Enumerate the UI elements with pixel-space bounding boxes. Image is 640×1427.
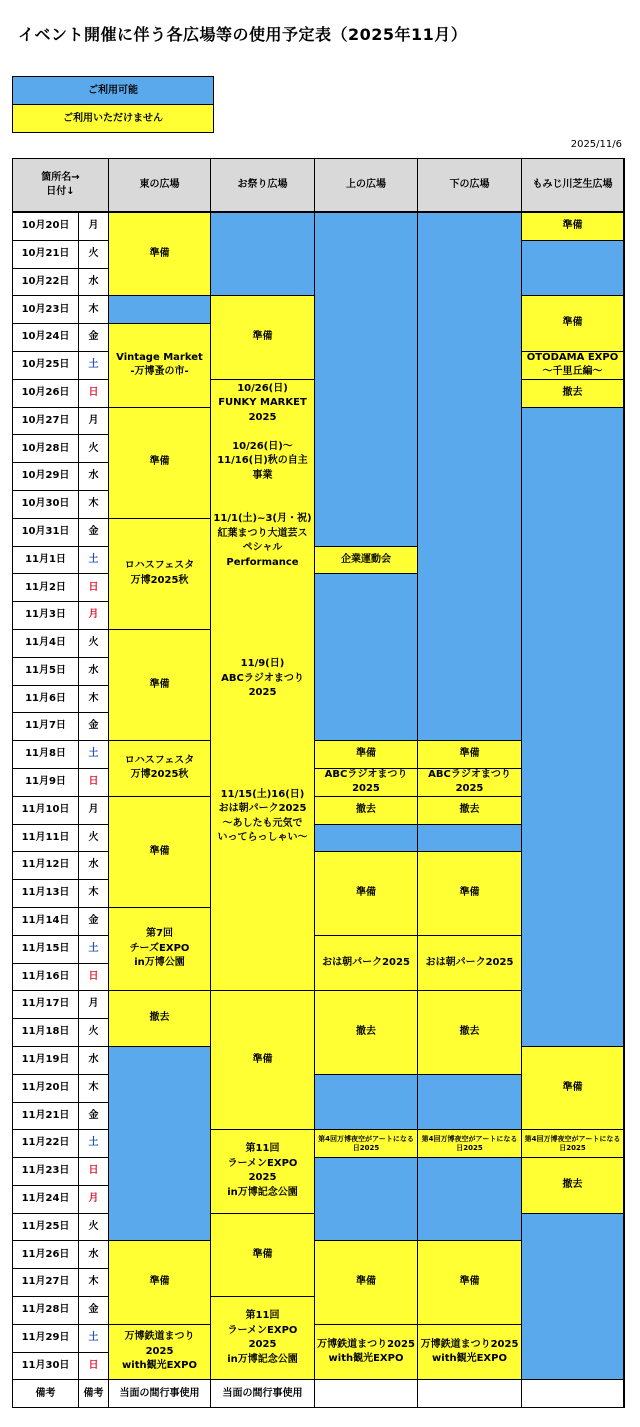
festival-schedule-cell <box>211 1297 315 1380</box>
footer-lower <box>418 1380 522 1408</box>
event-text: ～あしたも元気で <box>222 817 303 829</box>
event-text: 11/9(日) <box>240 658 285 670</box>
weekday-cell: 火 <box>79 241 109 269</box>
event-text: in万博記念公園 <box>227 1186 298 1198</box>
date-cell: 11月18日 <box>13 1019 79 1047</box>
date-cell: 11月20日 <box>13 1075 79 1103</box>
weekday-cell: 日 <box>79 380 109 408</box>
weekday-cell: 日 <box>79 769 109 797</box>
event-text: 万博鉄道まつり2025 <box>317 1338 415 1350</box>
date-cell: 11月16日 <box>13 964 79 992</box>
weekday-cell: 木 <box>79 880 109 908</box>
east-schedule-cell <box>109 213 211 296</box>
festival-schedule-cell <box>211 213 315 296</box>
momiji-schedule-cell <box>522 1047 624 1130</box>
east-schedule-cell <box>109 908 211 991</box>
event-text <box>261 759 264 774</box>
upper-schedule-cell <box>315 1158 418 1241</box>
lower-schedule-cell <box>418 825 522 853</box>
date-cell: 10月24日 <box>13 324 79 352</box>
date-cell: 11月29日 <box>13 1325 79 1353</box>
page-title: イベント開催に伴う各広場等の使用予定表（2025年11月） <box>18 25 468 44</box>
event-text <box>261 599 264 614</box>
date-cell: 11月13日 <box>13 880 79 908</box>
date-cell: 11月21日 <box>13 1103 79 1131</box>
footer-festival: 当面の間行事使用 <box>211 1380 315 1408</box>
schedule-table <box>12 158 625 1408</box>
event-text: おは朝パーク2025 <box>218 803 307 815</box>
date-cell: 11月7日 <box>13 713 79 741</box>
upper-schedule-cell <box>315 991 418 1074</box>
event-text: ABCラジオまつり <box>324 768 408 780</box>
event-text: OTODAMA EXPO <box>526 351 619 363</box>
upper-schedule-cell <box>315 1075 418 1131</box>
date-cell: 11月22日 <box>13 1130 79 1158</box>
weekday-cell: 水 <box>79 463 109 491</box>
event-text: 日2025 <box>456 1143 483 1152</box>
lower-schedule-cell <box>418 1158 522 1241</box>
event-text: 10/26(日)～ <box>232 440 293 452</box>
momiji-schedule-cell <box>522 352 624 380</box>
momiji-schedule-cell <box>522 213 624 241</box>
date-cell: 10月20日 <box>13 213 79 241</box>
event-text: 11/15(土)16(日) <box>220 788 305 800</box>
event-text: in万博記念公園 <box>227 1353 298 1365</box>
event-text: 準備 <box>562 220 583 232</box>
weekday-cell: 金 <box>79 713 109 741</box>
event-text: ペシャル <box>242 542 283 554</box>
upper-schedule-cell <box>315 547 418 575</box>
weekday-cell: 木 <box>79 686 109 714</box>
date-cell: 10月26日 <box>13 380 79 408</box>
east-schedule-cell <box>109 324 211 407</box>
legend-available: ご利用可能 <box>13 77 213 105</box>
weekday-cell: 水 <box>79 852 109 880</box>
legend-unavailable: ご利用いただけません <box>13 105 213 132</box>
momiji-schedule-cell <box>522 1214 624 1381</box>
event-text: 2025 <box>455 783 484 795</box>
event-text: 撤去 <box>562 1179 583 1191</box>
festival-schedule-cell <box>211 1214 315 1297</box>
event-text: 撤去 <box>356 803 376 815</box>
event-text: 撤去 <box>459 803 480 815</box>
upper-schedule-cell <box>315 797 418 825</box>
event-text: 準備 <box>149 247 170 259</box>
event-text: 撤去 <box>356 1026 376 1038</box>
event-text <box>261 585 264 600</box>
event-text: ラーメンEXPO 2025 <box>227 1324 298 1351</box>
header-east: 東の広場 <box>109 159 211 213</box>
weekday-cell: 日 <box>79 1353 109 1381</box>
lower-schedule-cell <box>418 852 522 935</box>
event-text: with観光EXPO <box>122 1360 197 1372</box>
event-text: 2025 <box>248 687 277 699</box>
event-text: 準備 <box>356 1276 376 1288</box>
event-text <box>261 715 264 730</box>
festival-schedule-cell <box>211 380 315 992</box>
east-schedule-cell <box>109 741 211 797</box>
date-cell: 11月15日 <box>13 936 79 964</box>
event-text: Vintage Market <box>116 351 203 363</box>
event-text: おは朝パーク2025 <box>322 956 410 968</box>
weekday-cell: 水 <box>79 269 109 297</box>
event-text <box>261 773 264 788</box>
weekday-cell: 月 <box>79 797 109 825</box>
event-text: 準備 <box>252 1054 273 1066</box>
upper-schedule-cell <box>315 769 418 797</box>
date-cell: 11月30日 <box>13 1353 79 1381</box>
date-cell: 10月29日 <box>13 463 79 491</box>
date-cell: 11月10日 <box>13 797 79 825</box>
event-text: 準備 <box>356 748 376 760</box>
date-cell: 10月27日 <box>13 408 79 436</box>
momiji-schedule-cell <box>522 241 624 297</box>
event-text <box>261 628 264 643</box>
footer-dow-label: 備考 <box>79 1380 109 1408</box>
header-momiji: もみじ川芝生広場 <box>522 159 624 213</box>
date-cell: 11月2日 <box>13 574 79 602</box>
date-cell: 10月23日 <box>13 296 79 324</box>
date-cell: 11月26日 <box>13 1241 79 1269</box>
weekday-cell: 土 <box>79 547 109 575</box>
event-text: 撤去 <box>459 1026 480 1038</box>
upper-schedule-cell <box>315 574 418 741</box>
header-lower: 下の広場 <box>418 159 522 213</box>
event-text: with観光EXPO <box>328 1353 404 1365</box>
weekday-cell: 木 <box>79 491 109 519</box>
weekday-cell: 水 <box>79 1241 109 1269</box>
event-text: 万博鉄道まつり2025 <box>124 1331 195 1357</box>
festival-schedule-cell <box>211 991 315 1130</box>
weekday-cell: 火 <box>79 435 109 463</box>
event-text: 11/1(土)~3(月・祝) <box>213 513 312 525</box>
footer-label: 備考 <box>13 1380 79 1408</box>
event-text <box>261 744 264 759</box>
upper-schedule-cell <box>315 825 418 853</box>
event-text: ABCラジオまつり <box>221 672 304 684</box>
weekday-cell: 月 <box>79 602 109 630</box>
lower-schedule-cell <box>418 1075 522 1131</box>
date-cell: 11月23日 <box>13 1158 79 1186</box>
east-schedule-cell <box>109 1241 211 1324</box>
weekday-cell: 月 <box>79 1186 109 1214</box>
event-text: 万博2025秋 <box>130 574 189 586</box>
lower-schedule-cell <box>418 991 522 1074</box>
date-cell: 10月30日 <box>13 491 79 519</box>
upper-schedule-cell <box>315 1241 418 1324</box>
lower-schedule-cell <box>418 1130 522 1158</box>
weekday-cell: 金 <box>79 1297 109 1325</box>
event-text: 企業運動会 <box>341 553 391 565</box>
event-text <box>261 498 264 513</box>
event-text: 準備 <box>459 1276 480 1288</box>
date-cell: 11月4日 <box>13 630 79 658</box>
event-text: 第11回 <box>245 1310 280 1322</box>
date-cell: 11月8日 <box>13 741 79 769</box>
east-schedule-cell <box>109 296 211 324</box>
weekday-cell: 土 <box>79 741 109 769</box>
east-schedule-cell <box>109 797 211 908</box>
event-text: 10/26(日) <box>237 382 288 394</box>
upper-schedule-cell <box>315 213 418 547</box>
weekday-cell: 土 <box>79 1325 109 1353</box>
weekday-cell: 金 <box>79 1103 109 1131</box>
lower-schedule-cell <box>418 1241 522 1324</box>
event-text: 準備 <box>562 1081 583 1093</box>
weekday-cell: 土 <box>79 352 109 380</box>
event-text: 準備 <box>252 331 273 343</box>
lower-schedule-cell <box>418 797 522 825</box>
event-text: 準備 <box>459 748 480 760</box>
event-text: いってらっしゃい～ <box>217 832 308 844</box>
lower-schedule-cell <box>418 741 522 769</box>
weekday-cell: 土 <box>79 1130 109 1158</box>
event-text: 11/16(日)秋の自主 <box>217 455 308 467</box>
event-text: 事業 <box>252 469 273 481</box>
event-text: ロハスフェスタ <box>124 754 195 766</box>
event-text: with観光EXPO <box>432 1353 507 1365</box>
event-text: 第7回 <box>146 928 173 940</box>
event-text: 万博2025秋 <box>130 769 189 781</box>
festival-schedule-cell <box>211 1130 315 1213</box>
weekday-cell: 金 <box>79 324 109 352</box>
event-text: 準備 <box>149 1276 170 1288</box>
corner-line1: 箇所名→ <box>41 171 80 183</box>
date-cell: 11月27日 <box>13 1269 79 1297</box>
event-text: 準備 <box>149 678 170 690</box>
east-schedule-cell <box>109 630 211 741</box>
event-text: おは朝パーク2025 <box>425 956 514 968</box>
weekday-cell: 火 <box>79 1214 109 1242</box>
date-cell: 11月14日 <box>13 908 79 936</box>
event-text: in万博公園 <box>134 957 185 969</box>
momiji-schedule-cell <box>522 380 624 408</box>
weekday-cell: 火 <box>79 630 109 658</box>
date-cell: 11月17日 <box>13 991 79 1019</box>
event-text <box>261 570 264 585</box>
event-text: ロハスフェスタ <box>124 560 195 572</box>
date-cell: 11月24日 <box>13 1186 79 1214</box>
date-cell: 11月5日 <box>13 658 79 686</box>
updated-date: 2025/11/6 <box>570 139 622 150</box>
event-text <box>261 425 264 440</box>
weekday-cell: 日 <box>79 964 109 992</box>
date-cell: 11月25日 <box>13 1214 79 1242</box>
momiji-schedule-cell <box>522 408 624 1047</box>
weekday-cell: 金 <box>79 519 109 547</box>
upper-schedule-cell <box>315 1130 418 1158</box>
weekday-cell: 日 <box>79 574 109 602</box>
upper-schedule-cell <box>315 741 418 769</box>
event-text: チーズEXPO <box>129 942 190 954</box>
event-text: 日2025 <box>559 1143 586 1152</box>
lower-schedule-cell <box>418 769 522 797</box>
date-cell: 11月6日 <box>13 686 79 714</box>
date-cell: 11月19日 <box>13 1047 79 1075</box>
corner-line2: 日付↓ <box>46 186 75 197</box>
date-cell: 11月3日 <box>13 602 79 630</box>
date-cell: 11月12日 <box>13 852 79 880</box>
event-text: 準備 <box>356 887 376 899</box>
event-text <box>261 614 264 629</box>
event-text: 第4回万博夜空がアートになる <box>318 1134 414 1143</box>
corner-header <box>13 159 109 213</box>
weekday-cell: 月 <box>79 213 109 241</box>
weekday-cell: 月 <box>79 991 109 1019</box>
event-text <box>261 701 264 716</box>
weekday-cell: 水 <box>79 658 109 686</box>
upper-schedule-cell <box>315 1325 418 1381</box>
event-text: ～千里丘編～ <box>542 366 603 378</box>
event-text: 第11回 <box>245 1143 280 1155</box>
upper-schedule-cell <box>315 936 418 992</box>
date-cell: 11月11日 <box>13 825 79 853</box>
event-text <box>261 730 264 745</box>
weekday-cell: 日 <box>79 1158 109 1186</box>
lower-schedule-cell <box>418 936 522 992</box>
event-text: Performance <box>226 556 299 568</box>
weekday-cell: 火 <box>79 825 109 853</box>
event-text: ラーメンEXPO 2025 <box>227 1157 298 1184</box>
date-cell: 10月31日 <box>13 519 79 547</box>
event-text: FUNKY MARKET <box>218 397 307 409</box>
event-text <box>261 643 264 658</box>
event-text: 準備 <box>149 456 170 468</box>
event-text <box>261 483 264 498</box>
event-text: 日2025 <box>352 1143 380 1152</box>
weekday-cell: 木 <box>79 1075 109 1103</box>
east-schedule-cell <box>109 991 211 1047</box>
festival-schedule-cell <box>211 296 315 379</box>
header-festival: お祭り広場 <box>211 159 315 213</box>
weekday-cell: 月 <box>79 408 109 436</box>
lower-schedule-cell <box>418 213 522 741</box>
event-text: 第4回万博夜空がアートになる <box>524 1134 621 1143</box>
date-cell: 10月22日 <box>13 269 79 297</box>
header-upper: 上の広場 <box>315 159 418 213</box>
event-text: 準備 <box>562 317 583 329</box>
east-schedule-cell <box>109 1325 211 1381</box>
east-schedule-cell <box>109 1047 211 1242</box>
date-cell: 10月21日 <box>13 241 79 269</box>
momiji-schedule-cell <box>522 1158 624 1214</box>
event-text: 2025 <box>352 783 380 795</box>
event-text: 紅葉まつり大道芸ス <box>217 527 308 539</box>
date-cell: 10月25日 <box>13 352 79 380</box>
footer-east: 当面の間行事使用 <box>109 1380 211 1408</box>
date-cell: 10月28日 <box>13 435 79 463</box>
event-text: 準備 <box>252 1248 273 1260</box>
momiji-schedule-cell <box>522 296 624 352</box>
east-schedule-cell <box>109 408 211 519</box>
event-text: 準備 <box>459 887 480 899</box>
footer-upper <box>315 1380 418 1408</box>
event-text: 2025 <box>248 411 277 423</box>
weekday-cell: 水 <box>79 1047 109 1075</box>
event-text: 準備 <box>149 845 170 857</box>
date-cell: 11月28日 <box>13 1297 79 1325</box>
date-cell: 11月1日 <box>13 547 79 575</box>
weekday-cell: 金 <box>79 908 109 936</box>
event-text: 撤去 <box>562 386 583 398</box>
footer-momiji <box>522 1380 624 1408</box>
weekday-cell: 木 <box>79 1269 109 1297</box>
event-text: 万博鉄道まつり2025 <box>420 1338 519 1350</box>
upper-schedule-cell <box>315 852 418 935</box>
lower-schedule-cell <box>418 1325 522 1381</box>
weekday-cell: 土 <box>79 936 109 964</box>
east-schedule-cell <box>109 519 211 630</box>
event-text: ABCラジオまつり <box>428 768 511 780</box>
weekday-cell: 木 <box>79 296 109 324</box>
momiji-schedule-cell <box>522 1130 624 1158</box>
legend <box>12 76 214 133</box>
event-text: 撤去 <box>149 1012 170 1024</box>
date-cell: 11月9日 <box>13 769 79 797</box>
event-text: 第4回万博夜空がアートになる <box>421 1134 518 1143</box>
weekday-cell: 火 <box>79 1019 109 1047</box>
event-text: -万博蚤の市- <box>130 366 189 378</box>
